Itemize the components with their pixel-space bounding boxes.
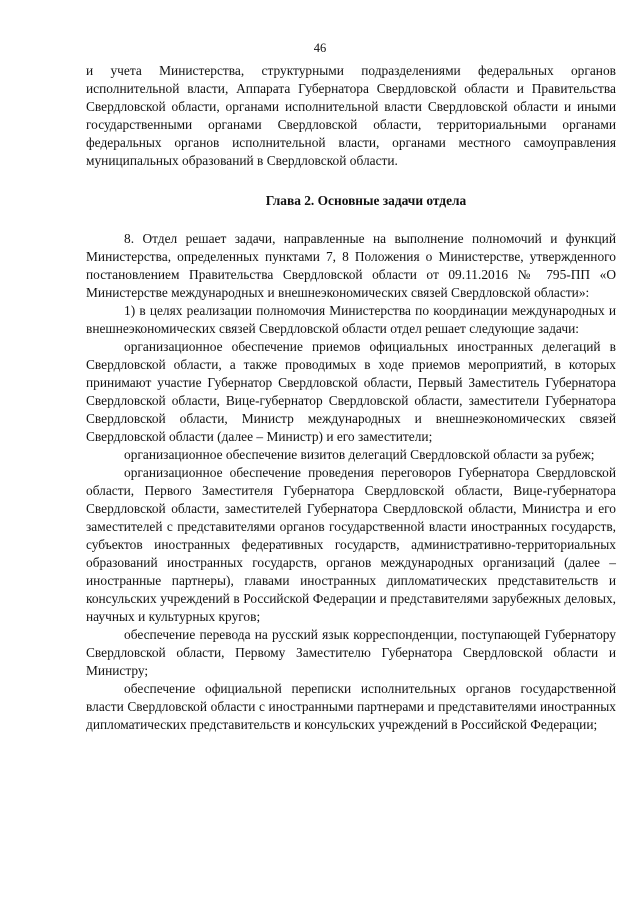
paragraph-item-8-1: 1) в целях реализации полномочия Министерства по координации международных и внешнеэкономических связей Свердловской области отдел решает следующие задачи: [86, 303, 616, 336]
document-body [86, 62, 616, 734]
paragraph-task-2: организационное обеспечение визитов делегаций Свердловской области за рубеж; [124, 447, 595, 462]
page-number: 46 [313, 41, 327, 55]
paragraph-task-1: организационное обеспечение приемов официальных иностранных делегаций в Свердловской области, а также проводимых в ходе приемов мероприятий, в которых принимают участие Губернатор Свердловской области, Первый Заместитель Губернатора Свердловской области, Вице-губернатор Свердловской области, заместители Губернатора Свердловской области, Министр международных и внешнеэкономических связей Свердловской области (далее – Министр) и его заместители; [86, 339, 616, 444]
intro-paragraph: и учета Министерства, структурными подразделениями федеральных органов исполнительной власти, Аппарата Губернатора Свердловской области и Правительства Свердловской области, органами исполнительной власти Свердловской области и иными государственными органами Свердловской области, территориальными органами федеральных органов исполнительной власти, органами местного самоуправления муниципальных образований в Свердловской области. [86, 63, 616, 168]
paragraph-item-8: 8. Отдел решает задачи, направленные на выполнение полномочий и функций Министерства, определенных пунктами 7, 8 Положения о Министерстве, утвержденного постановлением Правительства Свердловской области от 09.11.2016 № 795-ПП «О Министерстве международных и внешнеэкономических связей Свердловской области»: [86, 231, 616, 300]
chapter-title: Глава 2. Основные задачи отдела [265, 193, 467, 208]
paragraph-task-4: обеспечение перевода на русский язык корреспонденции, поступающей Губернатору Свердловской области, Первому Заместителю Губернатора Свердловской области и Министру; [86, 627, 616, 678]
paragraph-task-5: обеспечение официальной переписки исполнительных органов государственной власти Свердловской области с иностранными партнерами и представителями иностранных дипломатических представительств и консульских учреждений в Российской Федерации; [86, 681, 616, 732]
paragraph-task-3: организационное обеспечение проведения переговоров Губернатора Свердловской области, Первого Заместителя Губернатора Свердловской области, Вице-губернатора Свердловской области, заместителей Губернатора Свердловской области, Министра и его заместителей с представителями органов государственной власти иностранных государств, субъектов иностранных федеративных государств, административно-территориальных образований иностранных государств, органов международных организаций (далее – иностранные партнеры), главами иностранных дипломатических представительств и консульских учреждений в Российской Федерации и представителями зарубежных деловых, научных и культурных кругов; [86, 465, 616, 624]
